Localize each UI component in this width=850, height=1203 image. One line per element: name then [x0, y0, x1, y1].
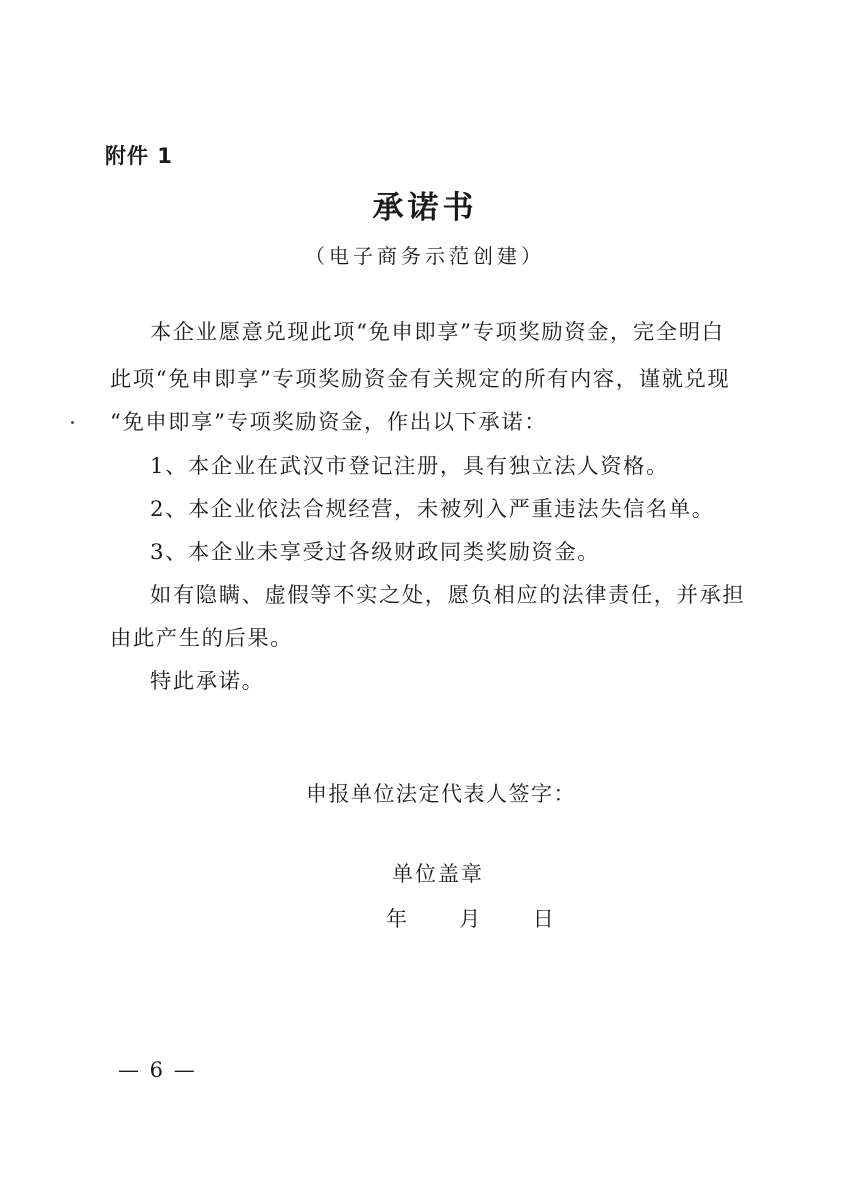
page-number: — 6 —: [118, 1058, 197, 1082]
body-line-1: 本企业愿意兑现此项“免申即享”专项奖励资金，完全明白: [150, 320, 725, 345]
document-subtitle: （电子商务示范创建）: [305, 244, 545, 268]
commitment-item-1: 1、本企业在武汉市登记注册，具有独立法人资格。: [150, 454, 669, 479]
liability-line-1: 如有隐瞒、虚假等不实之处，愿负相应的法律责任，并承担: [150, 583, 746, 608]
attachment-label: 附件 1: [105, 144, 173, 168]
date-day-label: 日: [532, 907, 555, 931]
document-title: 承诺书: [372, 190, 478, 226]
closing-statement: 特此承诺。: [150, 669, 265, 694]
body-line-3: “免申即享”专项奖励资金，作出以下承诺：: [110, 410, 548, 435]
commitment-item-3: 3、本企业未享受过各级财政同类奖励资金。: [150, 540, 601, 565]
body-line-2: 此项“免申即享”专项奖励资金有关规定的所有内容，谨就兑现: [110, 367, 731, 392]
scan-speck: [71, 421, 74, 424]
unit-seal-label: 单位盖章: [392, 862, 484, 886]
date-month-label: 月: [459, 907, 482, 931]
representative-signature-label: 申报单位法定代表人签字：: [306, 782, 576, 806]
date-year-label: 年: [386, 907, 408, 931]
date-line: [386, 903, 555, 933]
liability-line-2: 由此产生的后果。: [110, 626, 294, 651]
commitment-item-2: 2、本企业依法合规经营，未被列入严重违法失信名单。: [150, 497, 715, 522]
